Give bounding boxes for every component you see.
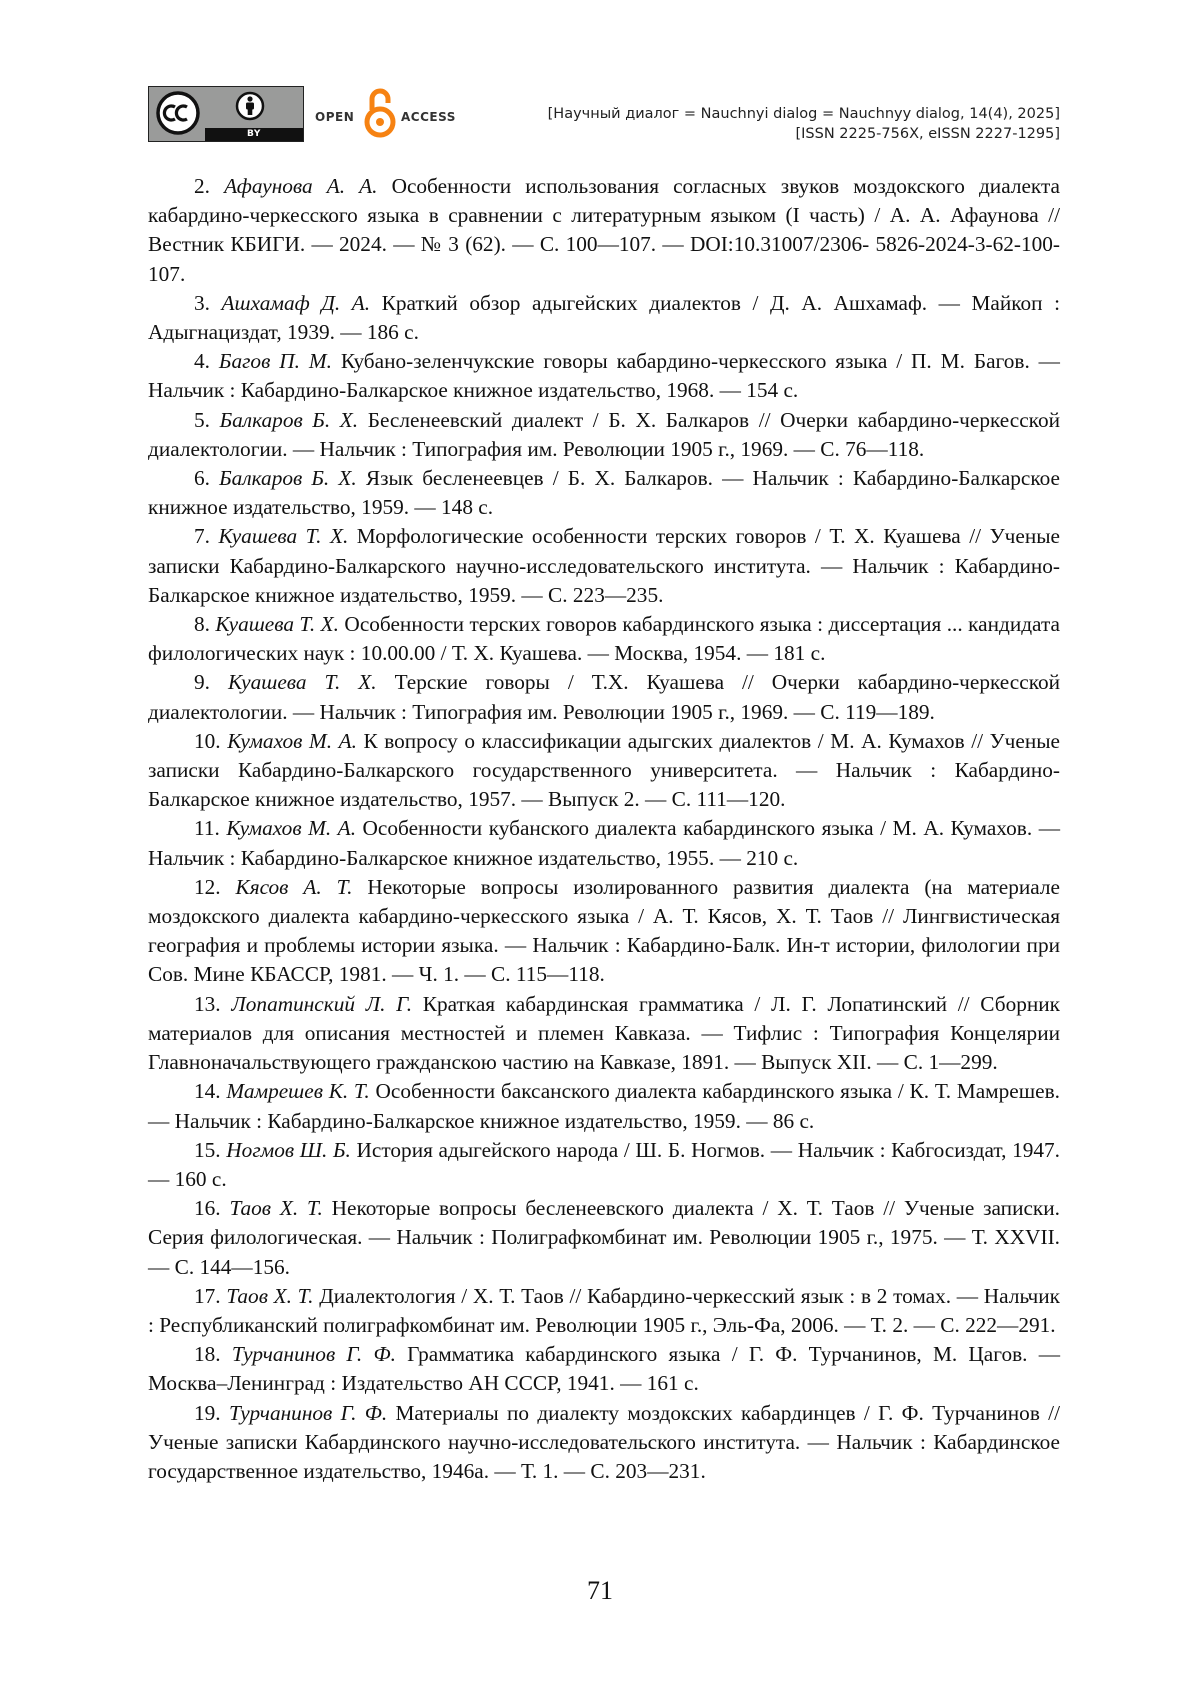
- reference-item: 2. Афаунова А. А. Особенности использования согласных звуков моздокского диалекта кабардино-черкесского языка в сравнении с литературным языком (I часть) / А. А. Афаунова // Вестник КБИГИ. — 2024. — № 3 (62). — С. 100—107. — DOI:10.31007/2306- 5826-2024-3-62-100-107.: [148, 174, 1061, 286]
- reference-item: 17. Таов Х. Т. Диалектология / Х. Т. Таов // Кабардино-черкесский язык : в 2 томах. — Нальчик : Республиканский полиграфкомбинат им. Революции 1905 г., Эль-Фа, 2006. — Т. 2. — С. 222—291.: [148, 1283, 1060, 1337]
- reference-item: 11. Кумахов М. А. Особенности кубанского диалекта кабардинского языка / М. А. Кумахов. — Нальчик : Кабардино-Балкарское книжное издательство, 1955. — 210 с.: [148, 816, 1060, 870]
- attribution-icon: [235, 91, 265, 121]
- reference-item: 4. Багов П. М. Кубано-зеленчукские говоры кабардино-черкесского языка / П. М. Багов. — Нальчик : Кабардино-Балкарское книжное издательство, 1968. — 154 с.: [148, 349, 1060, 403]
- reference-item: 7. Куашева Т. Х. Морфологические особенности терских говоров / Т. Х. Куашева // Ученые записки Кабардино-Балкарского научно-исследовательского института. — Нальчик : Кабардино-Балкарское книжное издательство, 1959. — С. 223—235.: [148, 524, 1061, 607]
- reference-item: 8. Куашева Т. Х. Особенности терских говоров кабардинского языка : диссертация ... кандидата филологических наук : 10.00.00 / Т. Х. Куашева. — Москва, 1954. — 181 с.: [148, 612, 1060, 666]
- reference-item: 14. Мамрешев К. Т. Особенности баксанского диалекта кабардинского языка / К. Т. Мамрешев. — Нальчик : Кабардино-Балкарское книжное издательство, 1959. — 86 с.: [148, 1079, 1060, 1133]
- page-number: 71: [587, 1576, 613, 1605]
- open-access-word-access: ACCESS: [401, 110, 456, 124]
- reference-list: [148, 172, 1060, 1486]
- reference-item: 6. Балкаров Б. Х. Язык бесленеевцев / Б. Х. Балкаров. — Нальчик : Кабардино-Балкарское книжное издательство, 1959. — 148 с.: [148, 466, 1060, 520]
- journal-title-line: [Научный диалог = Nauchnyi dialog = Nauchnyy dialog, 14(4), 2025]: [547, 106, 1060, 122]
- cc-by-license-badge[interactable]: [148, 86, 304, 142]
- reference-item: 5. Балкаров Б. Х. Бесленеевский диалект / Б. Х. Балкаров // Очерки кабардино-черкесской диалектологии. — Нальчик : Типография им. Революции 1905 г., 1969. — С. 76—118.: [148, 407, 1060, 461]
- journal-citation: [548, 104, 1060, 144]
- reference-item: 3. Ашхамаф Д. А. Краткий обзор адыгейских диалектов / Д. А. Ашхамаф. — Майкоп : Адыгнациздат, 1939. — 186 с.: [148, 290, 1061, 345]
- license-by-label: BY: [205, 128, 303, 141]
- journal-issn-line: [ISSN 2225-756X, eISSN 2227-1295]: [795, 126, 1060, 142]
- reference-item: 16. Таов Х. Т. Некоторые вопросы бесленеевского диалекта / Х. Т. Таов // Ученые записки. Серия филологическая. — Нальчик : Полиграфкомбинат им. Революции 1905 г., 1975. — Т. XXVII. — С. 144—156.: [148, 1196, 1060, 1279]
- creative-commons-icon: [155, 90, 201, 136]
- reference-item: 19. Турчанинов Г. Ф. Материалы по диалекту моздокских кабардинцев / Г. Ф. Турчанинов // Ученые записки Кабардинского научно-исследовательского института. — Нальчик : Кабардинское государственное издательство, 1946а. — Т. 1. — С. 203—231.: [148, 1400, 1061, 1483]
- reference-item: 10. Кумахов М. А. К вопросу о классификации адыгских диалектов / М. А. Кумахов // Ученые записки Кабардино-Балкарского государственного университета. — Нальчик : Кабардино-Балкарское книжное издательство, 1957. — Выпуск 2. — С. 111—120.: [148, 728, 1060, 812]
- open-access-lock-icon: [363, 86, 397, 140]
- open-access-word-open: OPEN: [315, 110, 355, 124]
- reference-item: 12. Кясов А. Т. Некоторые вопросы изолированного развития диалекта (на материале моздокского диалекта кабардино-черкесского языка / А. Т. Кясов, Х. Т. Таов // Лингвистическая география и проблемы истории языка. — Нальчик : Кабардино-Балк. Ин-т истории, филологии при Сов. Мине КБАССР, 1981. — Ч. 1. — С. 115—118.: [148, 874, 1061, 987]
- reference-item: 13. Лопатинский Л. Г. Краткая кабардинская грамматика / Л. Г. Лопатинский // Сборник материалов для описания местностей и племен Кавказа. — Тифлис : Типография Концелярии Главноначальствующего гражданскою частию на Кавказе, 1891. — Выпуск XII. — С. 1—299.: [148, 991, 1061, 1075]
- reference-item: 18. Турчанинов Г. Ф. Грамматика кабардинского языка / Г. Ф. Турчанинов, М. Цагов. — Москва–Ленинград : Издательство АН СССР, 1941. — 161 с.: [148, 1342, 1061, 1396]
- reference-item: 9. Куашева Т. Х. Терские говоры / Т.Х. Куашева // Очерки кабардино-черкесской диалектологии. — Нальчик : Типография им. Революции 1905 г., 1969. — С. 119—189.: [148, 670, 1061, 724]
- reference-item: 15. Ногмов Ш. Б. История адыгейского народа / Ш. Б. Ногмов. — Нальчик : Кабгосиздат, 1947. — 160 с.: [148, 1137, 1060, 1191]
- open-access-logo[interactable]: [315, 86, 475, 140]
